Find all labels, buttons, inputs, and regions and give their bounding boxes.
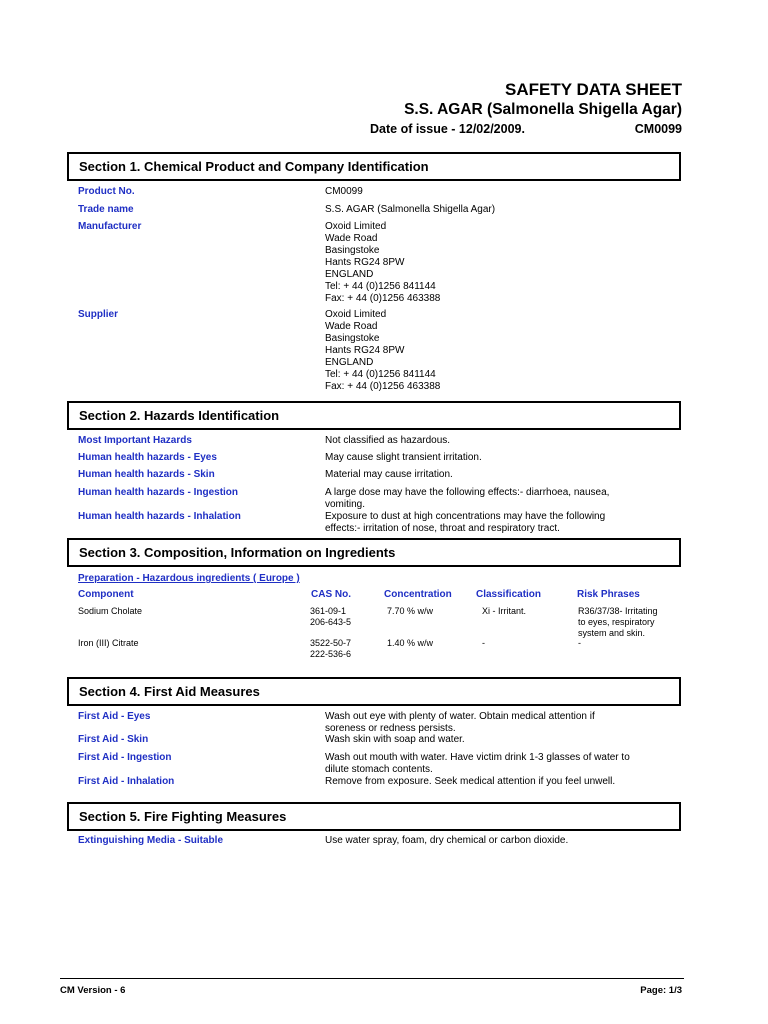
value-hazards-inhalation: Exposure to dust at high concentrations may have the following effects:- irritation of nose, throat and respiratory tract. bbox=[325, 511, 606, 534]
value-supplier: Oxoid Limited Wade Road Basingstoke Hants RG24 8PW ENGLAND Tel: + 44 (0)1256 841144 Fax: + 44 (0)1256 463388 bbox=[325, 309, 441, 392]
cell-cas: 361-09-1 206-643-5 bbox=[310, 606, 352, 627]
section-5-title: Section 5. Fire Fighting Measures bbox=[79, 809, 287, 824]
cell-concentration: 1.40 % w/w bbox=[387, 638, 434, 648]
section-2-title: Section 2. Hazards Identification bbox=[79, 408, 280, 423]
section-5-header bbox=[67, 802, 681, 831]
preparation-subheading: Preparation - Hazardous ingredients ( Europe ) bbox=[78, 573, 300, 584]
label-most-important-hazards: Most Important Hazards bbox=[78, 435, 192, 446]
col-cas-no: CAS No. bbox=[311, 589, 351, 600]
footer-page-number: Page: 1/3 bbox=[640, 985, 682, 996]
document-title: SAFETY DATA SHEET bbox=[505, 80, 682, 99]
label-first-aid-eyes: First Aid - Eyes bbox=[78, 711, 151, 722]
product-name-heading: S.S. AGAR (Salmonella Shigella Agar) bbox=[404, 101, 682, 118]
value-hazards-skin: Material may cause irritation. bbox=[325, 469, 453, 480]
section-1-title: Section 1. Chemical Product and Company Identification bbox=[79, 159, 429, 174]
section-3-header bbox=[67, 538, 681, 567]
section-1-header bbox=[67, 152, 681, 181]
value-product-no: CM0099 bbox=[325, 186, 363, 197]
section-4-header bbox=[67, 677, 681, 706]
value-first-aid-skin: Wash skin with soap and water. bbox=[325, 734, 465, 745]
cell-cas: 3522-50-7 222-536-6 bbox=[310, 638, 352, 659]
cell-risk: - bbox=[578, 638, 581, 648]
product-code: CM0099 bbox=[634, 122, 682, 136]
label-product-no: Product No. bbox=[78, 186, 135, 197]
value-first-aid-ingestion: Wash out mouth with water. Have victim drink 1-3 glasses of water to dilute stomach contents. bbox=[325, 752, 630, 775]
label-hazards-ingestion: Human health hazards - Ingestion bbox=[78, 487, 239, 498]
value-first-aid-inhalation: Remove from exposure. Seek medical attention if you feel unwell. bbox=[325, 776, 616, 787]
value-extinguishing-media: Use water spray, foam, dry chemical or carbon dioxide. bbox=[325, 835, 569, 846]
cell-classification: - bbox=[482, 638, 485, 648]
label-hazards-eyes: Human health hazards - Eyes bbox=[78, 452, 217, 463]
date-of-issue: Date of issue - 12/02/2009. bbox=[370, 122, 525, 136]
label-manufacturer: Manufacturer bbox=[78, 221, 142, 232]
label-extinguishing-media: Extinguishing Media - Suitable bbox=[78, 835, 224, 846]
label-first-aid-ingestion: First Aid - Ingestion bbox=[78, 752, 172, 763]
col-classification: Classification bbox=[476, 589, 542, 600]
col-concentration: Concentration bbox=[384, 589, 452, 600]
section-3-title: Section 3. Composition, Information on Ingredients bbox=[79, 545, 396, 560]
cell-classification: Xi - Irritant. bbox=[482, 606, 527, 616]
cell-concentration: 7.70 % w/w bbox=[387, 606, 434, 616]
cell-component: Sodium Cholate bbox=[78, 606, 143, 616]
label-hazards-skin: Human health hazards - Skin bbox=[78, 469, 215, 480]
label-hazards-inhalation: Human health hazards - Inhalation bbox=[78, 511, 241, 522]
col-component: Component bbox=[78, 589, 134, 600]
value-hazards-ingestion: A large dose may have the following effects:- diarrhoea, nausea, vomiting. bbox=[325, 487, 610, 510]
value-manufacturer: Oxoid Limited Wade Road Basingstoke Hants RG24 8PW ENGLAND Tel: + 44 (0)1256 841144 Fax: + 44 (0)1256 463388 bbox=[325, 221, 441, 304]
section-4-title: Section 4. First Aid Measures bbox=[79, 684, 260, 699]
label-trade-name: Trade name bbox=[78, 204, 134, 215]
cell-risk: R36/37/38- Irritating to eyes, respiratory system and skin. bbox=[578, 606, 658, 638]
label-first-aid-skin: First Aid - Skin bbox=[78, 734, 149, 745]
label-first-aid-inhalation: First Aid - Inhalation bbox=[78, 776, 175, 787]
value-trade-name: S.S. AGAR (Salmonella Shigella Agar) bbox=[325, 204, 496, 215]
col-risk-phrases: Risk Phrases bbox=[577, 589, 640, 600]
cell-component: Iron (III) Citrate bbox=[78, 638, 139, 648]
value-most-important-hazards: Not classified as hazardous. bbox=[325, 435, 451, 446]
footer-divider bbox=[60, 978, 684, 979]
section-2-header bbox=[67, 401, 681, 430]
footer-version: CM Version - 6 bbox=[60, 985, 126, 996]
value-hazards-eyes: May cause slight transient irritation. bbox=[325, 452, 482, 463]
value-first-aid-eyes: Wash out eye with plenty of water. Obtain medical attention if soreness or redness persists. bbox=[325, 711, 595, 734]
label-supplier: Supplier bbox=[78, 309, 119, 320]
